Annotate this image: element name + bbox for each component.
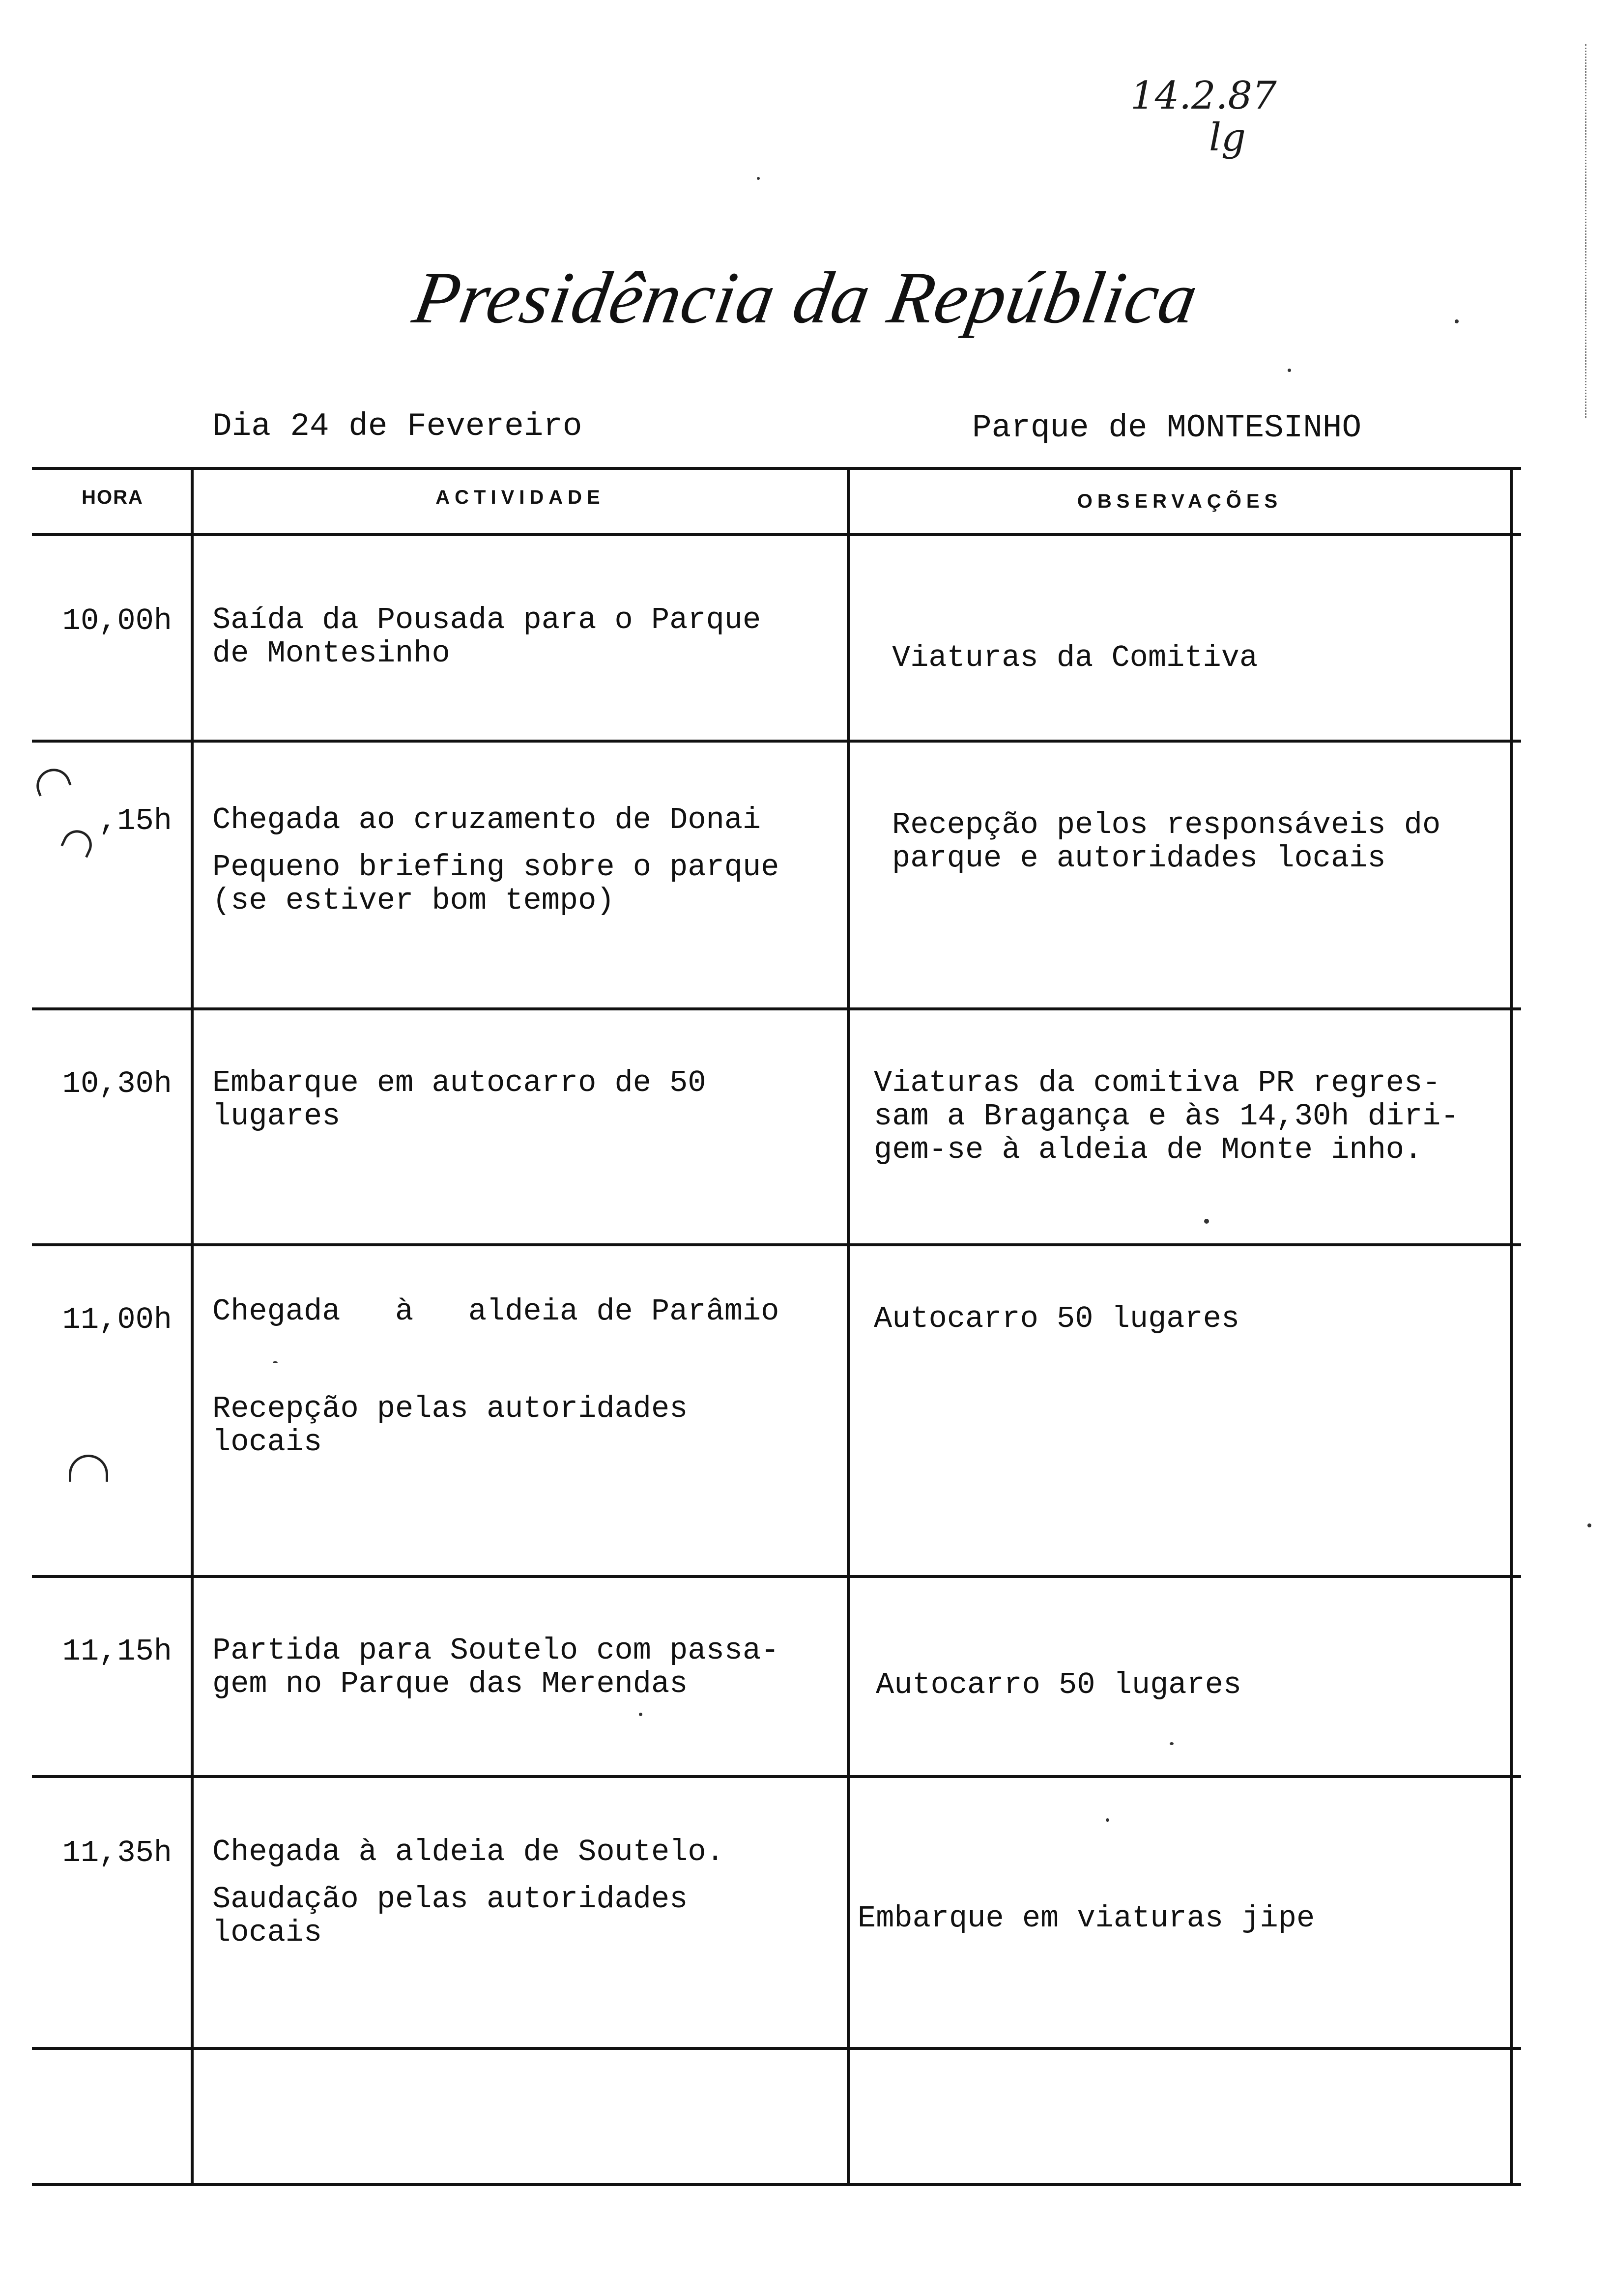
notes-line: gem-se à aldeia de Monte inho. — [874, 1132, 1423, 1167]
activity-line: locais — [212, 1425, 322, 1460]
day-label: Dia 24 de Fevereiro — [212, 408, 582, 445]
table-rule — [32, 2047, 1521, 2050]
notes-line: Recepção pelos responsáveis do — [892, 807, 1441, 842]
row-time: 10,30h — [62, 1066, 172, 1101]
row-notes — [874, 1066, 1459, 1167]
activity-line: Chegada à aldeia de Soutelo. — [212, 1835, 724, 1869]
row-time: 11,15h — [62, 1634, 172, 1669]
table-rule — [32, 467, 1521, 470]
notes-line: Viaturas da Comitiva — [892, 640, 1258, 675]
activity-line: de Montesinho — [212, 636, 450, 671]
row-time: ,15h — [99, 804, 172, 838]
margin-mark — [31, 764, 71, 796]
table-rule — [1510, 467, 1513, 2186]
letterhead: Presidência da República — [407, 257, 1205, 339]
activity-line: (se estiver bom tempo) — [212, 883, 615, 918]
activity-line: Pequeno briefing sobre o parque — [212, 850, 779, 885]
margin-mark — [69, 1455, 108, 1482]
activity-line: Chegada ao cruzamento de Donai — [212, 803, 761, 837]
row-activity — [212, 603, 761, 670]
activity-line: Embarque em autocarro de 50 — [212, 1065, 706, 1100]
scan-speck — [757, 177, 760, 180]
table-rule — [32, 1775, 1521, 1778]
row-notes — [876, 1668, 1241, 1702]
row-activity — [212, 1295, 779, 1459]
scan-speck — [1106, 1818, 1109, 1822]
activity-line: lugares — [212, 1099, 341, 1134]
handwritten-initials: lg — [1209, 115, 1246, 160]
scan-speck — [1587, 1523, 1591, 1527]
activity-line: Saída da Pousada para o Parque — [212, 603, 761, 637]
notes-line: sam a Bragança e às 14,30h diri- — [874, 1099, 1459, 1134]
row-activity — [212, 1634, 779, 1701]
scan-speck — [1170, 1742, 1174, 1745]
notes-line: Autocarro 50 lugares — [876, 1667, 1242, 1702]
column-header-hora: HORA — [82, 487, 144, 508]
row-time: 11,35h — [62, 1836, 172, 1870]
place-label: Parque de MONTESINHO — [972, 409, 1362, 446]
row-notes — [858, 1902, 1315, 1935]
activity-line: locais — [212, 1915, 322, 1950]
activity-line: Saudação pelas autoridades — [212, 1882, 688, 1917]
activity-line: gem no Parque das Merendas — [212, 1666, 688, 1701]
activity-line: Chegada à aldeia de Parâmio — [212, 1294, 779, 1329]
row-activity — [212, 804, 779, 918]
table-rule — [32, 1007, 1521, 1010]
scan-speck — [1455, 319, 1459, 323]
scan-edge-noise — [1585, 44, 1593, 418]
scan-speck — [1204, 1219, 1209, 1224]
table-rule — [32, 740, 1521, 743]
activity-line: Partida para Soutelo com passa- — [212, 1633, 779, 1668]
activity-line: Recepção pelas autoridades — [212, 1391, 688, 1426]
row-activity — [212, 1836, 724, 1950]
table-rule — [847, 467, 850, 2186]
notes-line: Embarque em viaturas jipe — [858, 1901, 1315, 1936]
notes-line: Viaturas da comitiva PR regres- — [874, 1065, 1441, 1100]
table-rule — [32, 1575, 1521, 1578]
scan-speck — [1288, 369, 1291, 372]
column-header-actividade: ACTIVIDADE — [435, 487, 605, 508]
row-notes — [892, 808, 1440, 875]
table-rule — [32, 533, 1521, 536]
row-notes — [874, 1302, 1239, 1336]
row-time: 11,00h — [62, 1302, 172, 1337]
scan-speck — [639, 1713, 642, 1716]
table-rule — [191, 467, 194, 2186]
column-header-observacoes: OBSERVAÇÕES — [1077, 490, 1283, 512]
row-activity — [212, 1066, 706, 1133]
scan-speck — [273, 1361, 278, 1363]
notes-line: parque e autoridades locais — [892, 841, 1386, 876]
table-rule — [32, 2183, 1521, 2186]
handwritten-date: 14.2.87 — [1130, 74, 1277, 118]
notes-line: Autocarro 50 lugares — [874, 1301, 1240, 1336]
table-rule — [32, 1243, 1521, 1246]
row-notes — [892, 641, 1258, 675]
row-time: 10,00h — [62, 603, 172, 638]
